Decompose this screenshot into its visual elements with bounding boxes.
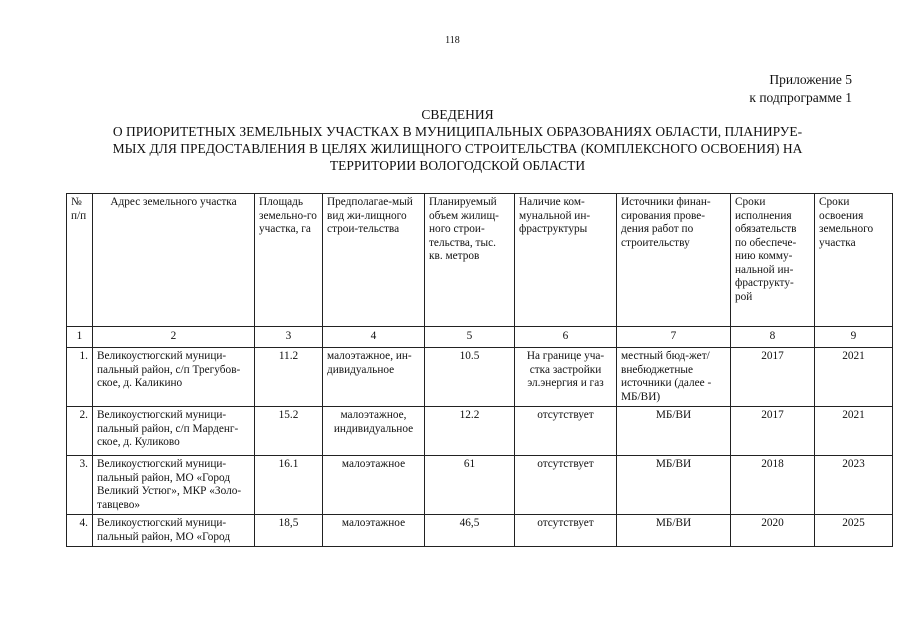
row-address: Великоустюгский муници-пальный район, МО «Город Великий Устюг», МКР «Золо-тавцево» <box>93 456 255 515</box>
column-number-row <box>67 327 893 348</box>
document-title <box>60 106 855 174</box>
header-cell-funding: Источники финан-сирования прове-дения работ по строительству <box>617 194 731 327</box>
row-number: 1. <box>67 348 93 407</box>
column-number: 4 <box>323 327 425 348</box>
column-number: 8 <box>731 327 815 348</box>
column-number: 9 <box>815 327 893 348</box>
row-infrastructure: На границе уча-стка застройки эл.энергия и газ <box>515 348 617 407</box>
row-development-deadline: 2021 <box>815 407 893 456</box>
row-area: 18,5 <box>255 515 323 547</box>
page-number: 118 <box>445 35 460 46</box>
row-number: 3. <box>67 456 93 515</box>
row-infra-deadline: 2017 <box>731 348 815 407</box>
row-area: 15.2 <box>255 407 323 456</box>
title-line: СВЕДЕНИЯ <box>421 107 494 122</box>
table-row <box>67 515 893 547</box>
row-infra-deadline: 2020 <box>731 515 815 547</box>
header-cell-infra-deadline: Сроки исполнения обязательств по обеспече-нию комму-нальной ин-фраструкту-рой <box>731 194 815 327</box>
row-volume: 12.2 <box>425 407 515 456</box>
row-infrastructure: отсутствует <box>515 456 617 515</box>
column-number: 6 <box>515 327 617 348</box>
column-number: 5 <box>425 327 515 348</box>
title-line: МЫХ ДЛЯ ПРЕДОСТАВЛЕНИЯ В ЦЕЛЯХ ЖИЛИЩНОГО СТРОИТЕЛЬСТВА (КОМПЛЕКСНОГО ОСВОЕНИЯ) НА <box>112 141 803 156</box>
column-number: 7 <box>617 327 731 348</box>
row-funding: МБ/ВИ <box>617 515 731 547</box>
row-infrastructure: отсутствует <box>515 515 617 547</box>
row-development-deadline: 2021 <box>815 348 893 407</box>
appendix-reference <box>749 71 852 107</box>
row-funding: МБ/ВИ <box>617 456 731 515</box>
table-row <box>67 456 893 515</box>
row-funding: местный бюд-жет/внебюджетные источники (далее - МБ/ВИ) <box>617 348 731 407</box>
row-area: 11.2 <box>255 348 323 407</box>
header-cell-development-deadline: Сроки освоения земельного участка <box>815 194 893 327</box>
column-number: 3 <box>255 327 323 348</box>
row-number: 4. <box>67 515 93 547</box>
appendix-line: Приложение 5 <box>769 72 852 87</box>
header-cell-area: Площадь земельно-го участка, га <box>255 194 323 327</box>
row-type: малоэтажное, индивидуальное <box>323 407 425 456</box>
row-address: Великоустюгский муници-пальный район, с/п Марденг-ское, д. Куликово <box>93 407 255 456</box>
table-row <box>67 348 893 407</box>
land-plots-table <box>66 193 893 547</box>
appendix-subline: к подпрограмме 1 <box>749 90 852 105</box>
row-infra-deadline: 2017 <box>731 407 815 456</box>
column-number: 1 <box>67 327 93 348</box>
header-cell-type: Предполагае-мый вид жи-лищного строи-тельства <box>323 194 425 327</box>
row-number: 2. <box>67 407 93 456</box>
row-address: Великоустюгский муници-пальный район, МО «Город <box>93 515 255 547</box>
row-type: малоэтажное, ин-дивидуальное <box>323 348 425 407</box>
row-volume: 10.5 <box>425 348 515 407</box>
row-area: 16.1 <box>255 456 323 515</box>
table-header-row <box>67 194 893 327</box>
row-funding: МБ/ВИ <box>617 407 731 456</box>
header-cell-address: Адрес земельного участка <box>93 194 255 327</box>
row-volume: 61 <box>425 456 515 515</box>
row-infrastructure: отсутствует <box>515 407 617 456</box>
row-development-deadline: 2025 <box>815 515 893 547</box>
header-cell-volume: Планируемый объем жилищ-ного строи-тельства, тыс. кв. метров <box>425 194 515 327</box>
header-cell-infrastructure: Наличие ком-мунальной ин-фраструктуры <box>515 194 617 327</box>
table-row <box>67 407 893 456</box>
row-address: Великоустюгский муници-пальный район, с/п Трегубов-ское, д. Каликино <box>93 348 255 407</box>
title-line: ТЕРРИТОРИИ ВОЛОГОДСКОЙ ОБЛАСТИ <box>329 158 586 173</box>
column-number: 2 <box>93 327 255 348</box>
header-cell-number: № п/п <box>67 194 93 327</box>
row-type: малоэтажное <box>323 515 425 547</box>
row-type: малоэтажное <box>323 456 425 515</box>
row-development-deadline: 2023 <box>815 456 893 515</box>
row-infra-deadline: 2018 <box>731 456 815 515</box>
row-volume: 46,5 <box>425 515 515 547</box>
title-line: О ПРИОРИТЕТНЫХ ЗЕМЕЛЬНЫХ УЧАСТКАХ В МУНИЦИПАЛЬНЫХ ОБРАЗОВАНИЯХ ОБЛАСТИ, ПЛАНИРУЕ- <box>112 124 803 139</box>
